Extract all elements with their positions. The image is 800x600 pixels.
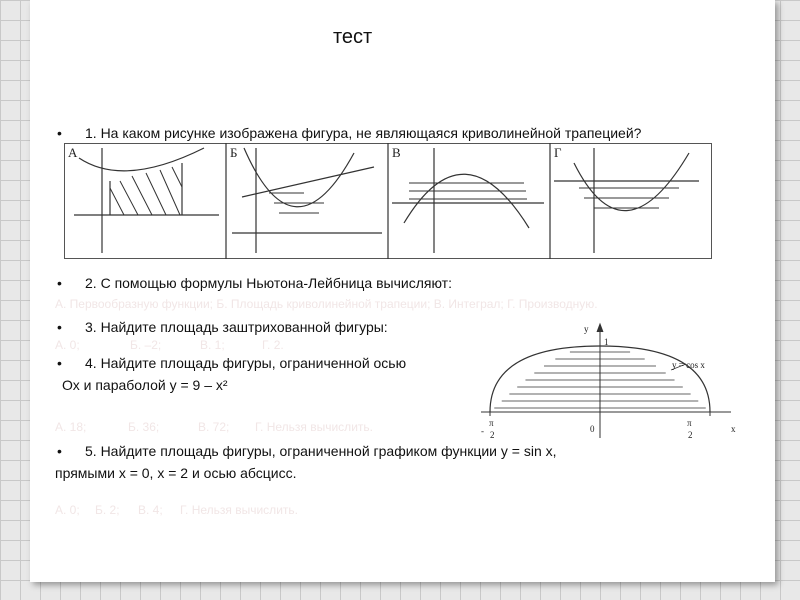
answer: Б. –2; xyxy=(130,338,162,352)
question-3-text: 3. Найдите площадь заштрихованной фигуры: xyxy=(85,319,388,335)
answer: Б. 36; xyxy=(128,420,160,434)
tick-2: 2 xyxy=(490,430,495,440)
question-2-text: 2. С помощью формулы Ньютона-Лейбница вычисляют: xyxy=(85,275,452,291)
tick-pi: π xyxy=(489,418,494,428)
figure-label-v: В xyxy=(392,145,401,160)
question-4-text: 4. Найдите площадь фигуры, ограниченной осью xyxy=(85,355,407,371)
answer: А. 18; xyxy=(55,420,87,434)
y-axis-label: y xyxy=(584,324,589,334)
tick-2: 2 xyxy=(688,430,693,440)
figure-label-b: Б xyxy=(230,145,238,160)
question-4: • 4. Найдите площадь фигуры, ограниченной осью xyxy=(57,355,407,371)
answer: Г. Нельзя вычислить. xyxy=(180,503,298,517)
answer: А. 0; xyxy=(55,503,80,517)
answer: Г. Нельзя вычислить. xyxy=(255,420,373,434)
question-5: • 5. Найдите площадь фигуры, ограниченной графиком функции у = sin x, xyxy=(57,443,557,459)
x-axis-label: x xyxy=(731,424,736,434)
slide xyxy=(30,0,775,582)
question-4-text-2: Ох и параболой у = 9 – х² xyxy=(62,377,228,393)
figure-label-a: А xyxy=(68,145,78,160)
answer: В. 1; xyxy=(200,338,225,352)
question-2: • 2. С помощью формулы Ньютона-Лейбница вычисляют: xyxy=(57,275,452,291)
origin-label: 0 xyxy=(590,424,595,434)
tick-pi: π xyxy=(687,418,692,428)
tick-minus: - xyxy=(481,426,484,436)
question-1-figures xyxy=(64,143,712,259)
question-1-text: 1. На каком рисунке изображена фигура, не являющаяся криволинейной трапецией? xyxy=(85,125,642,141)
figure-label-g: Г xyxy=(554,145,562,160)
answer: А. 0; xyxy=(55,338,80,352)
question-5-text: 5. Найдите площадь фигуры, ограниченной графиком функции у = sin x, xyxy=(85,443,557,459)
answer: Г. 2. xyxy=(262,338,284,352)
cos-graph xyxy=(476,318,744,442)
question-3: • 3. Найдите площадь заштрихованной фигуры: xyxy=(57,319,388,335)
answer: В. 4; xyxy=(138,503,163,517)
function-label: y = cos x xyxy=(672,360,705,370)
slide-title: тест xyxy=(333,26,373,48)
answer: Б. 2; xyxy=(95,503,120,517)
question-1: • 1. На каком рисунке изображена фигура, не являющаяся криволинейной трапецией? xyxy=(57,125,642,141)
question-2-answers: А. Первообразную функции; Б. Площадь криволинейной трапеции; В. Интеграл; Г. Производную. xyxy=(55,297,598,311)
answer: В. 72; xyxy=(198,420,230,434)
tick-1: 1 xyxy=(604,337,609,347)
question-5-text-2: прямыми х = 0, х = 2 и осью абсцисс. xyxy=(55,465,297,481)
